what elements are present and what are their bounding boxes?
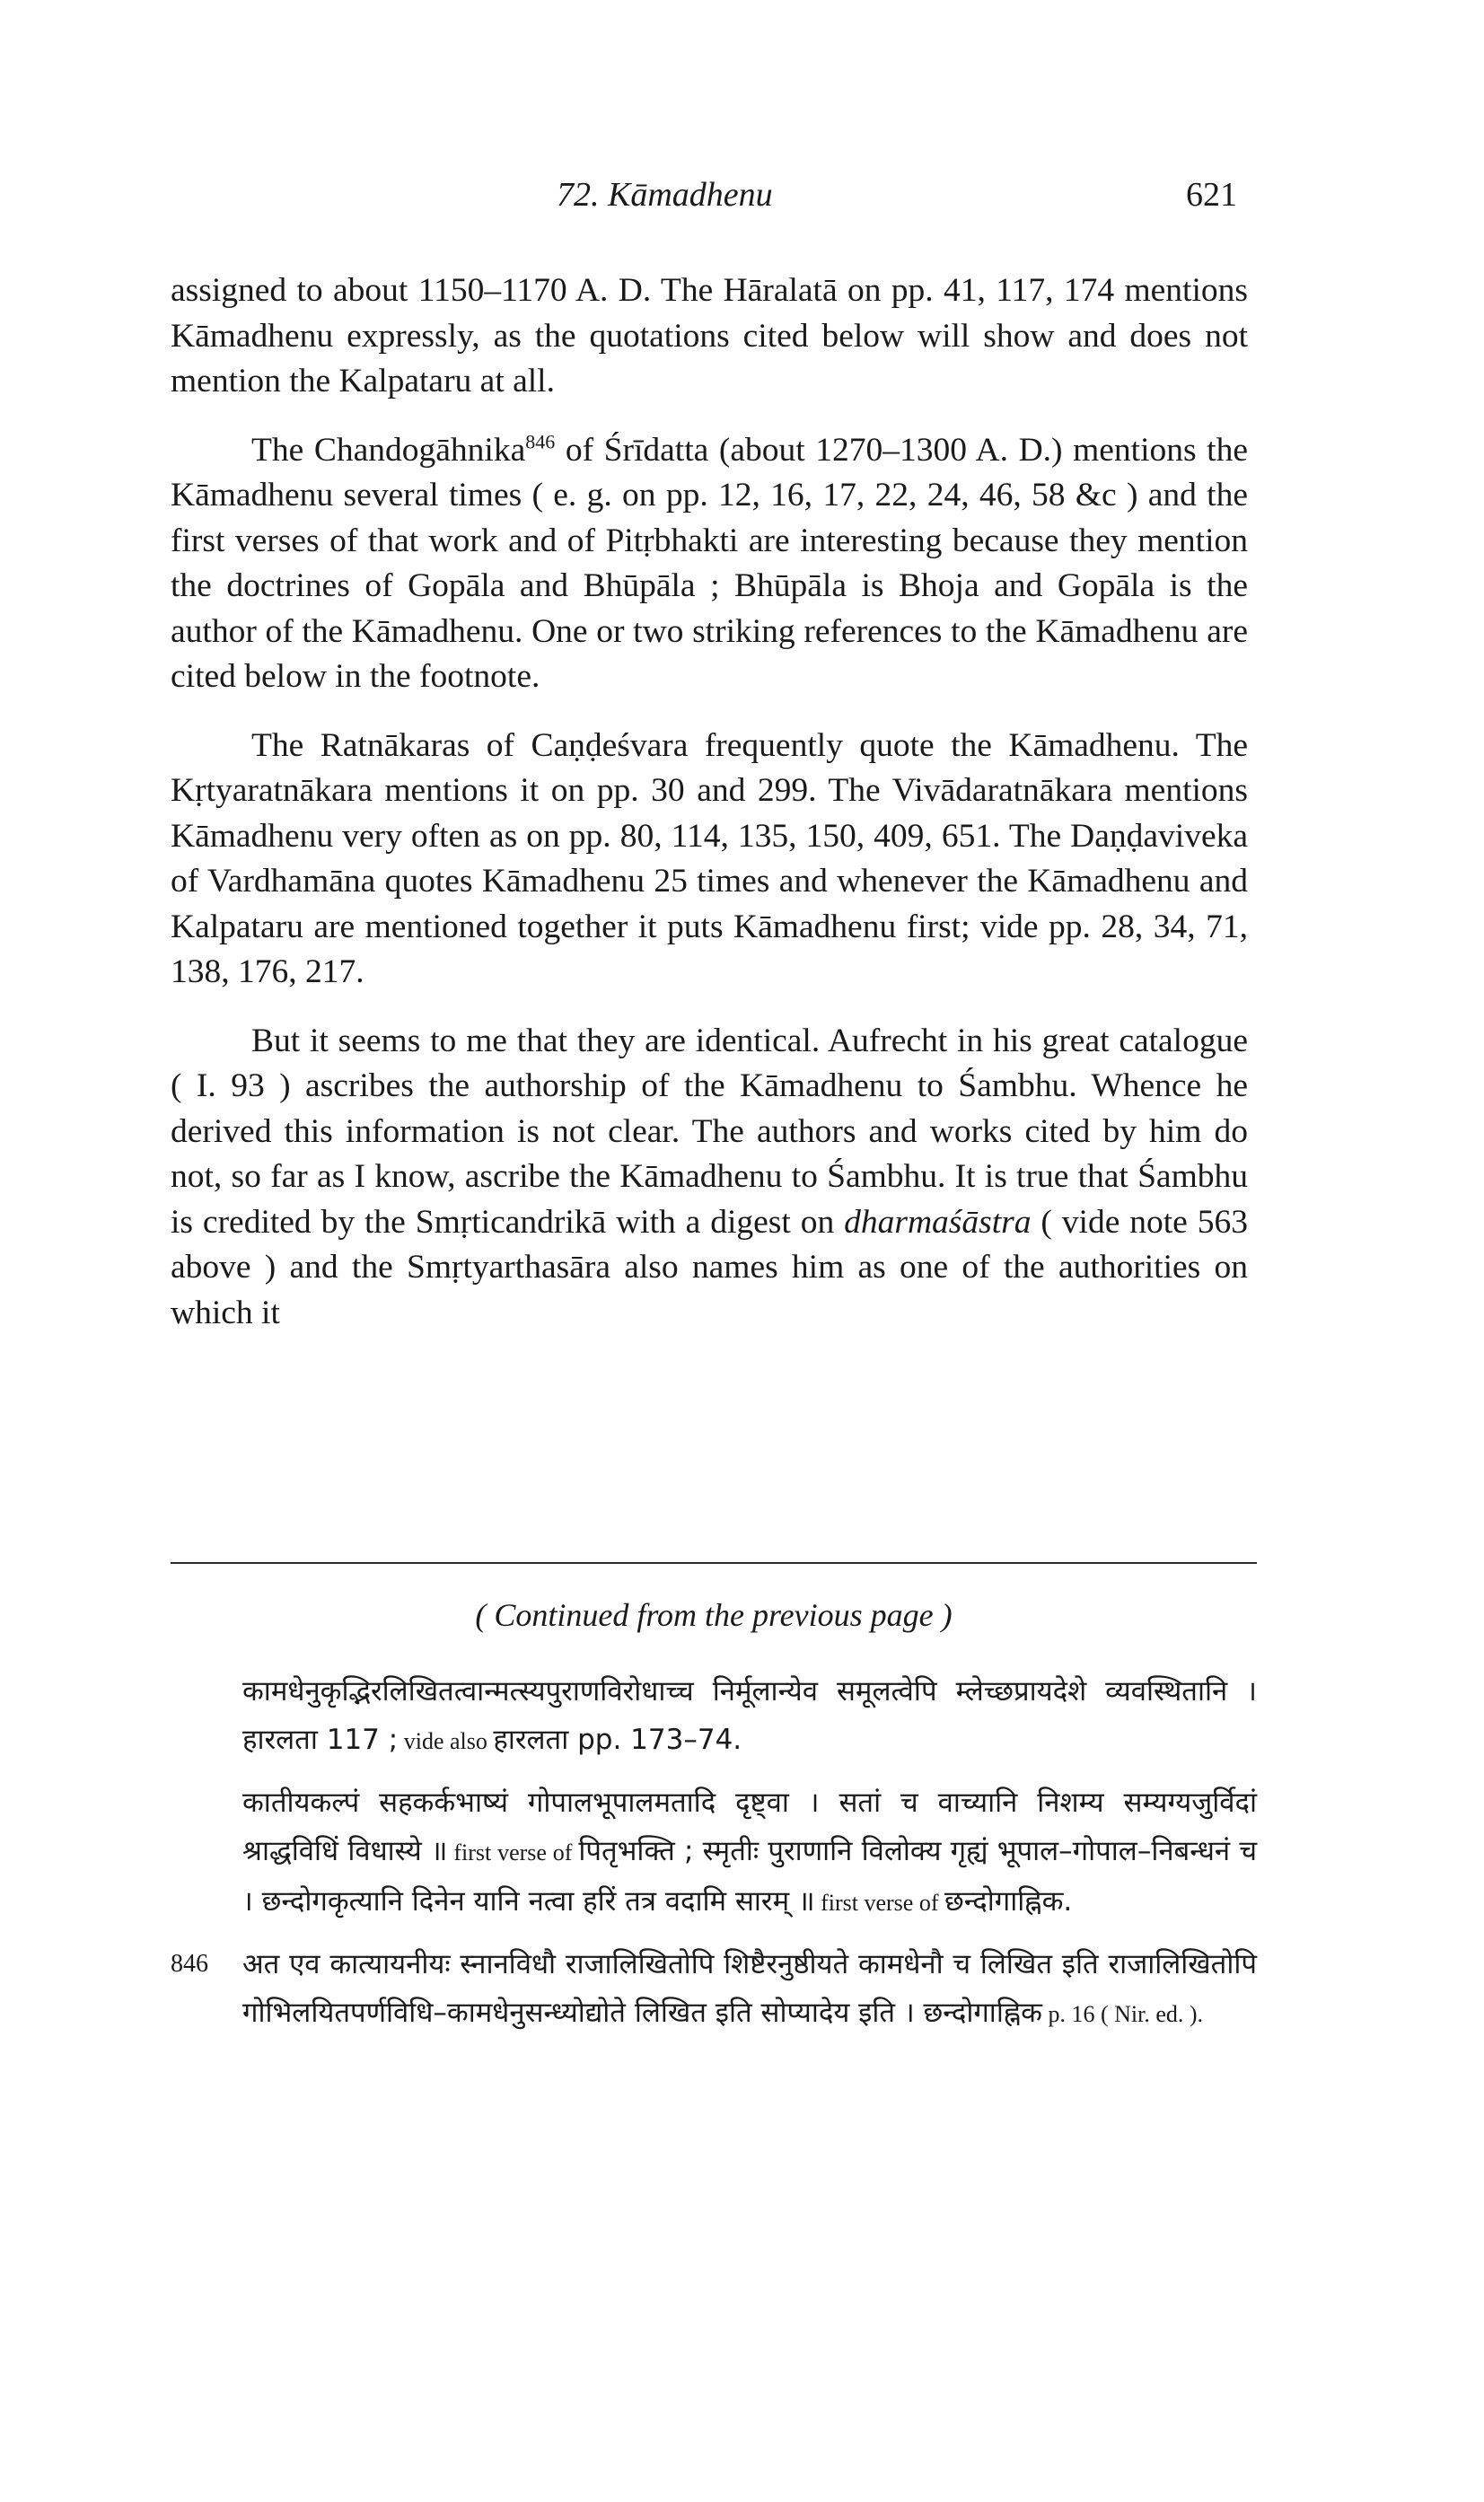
paragraph-4 xyxy=(171,1019,1248,1337)
paragraph-4-rest: ( vide note 563 above ) and the Smṛtyarthasāra also names him as one of the authorities on which it xyxy=(171,1203,1248,1331)
main-text xyxy=(171,268,1248,1336)
page-number: 621 xyxy=(1186,176,1237,214)
continued-label: ( Continued from the previous page ) xyxy=(475,1597,953,1633)
paragraph-1: assigned to about 1150–1170 A. D. The Hāralatā on pp. 41, 117, 174 mentions Kāmadhenu expressly, as the quotations cited below will show and does not mention the Kalpataru at all. xyxy=(171,272,1248,399)
footnote-sanskrit-1: कामधेनुकृद्भिरलिखितत्वान्मत्स्यपुराणविरोधाच्च निर्मूलान्येव समूलत्वेपि म्लेच्छप्रायदेशे व्यवस्थितानि । हारलता 117 ; xyxy=(242,1675,1257,1756)
footnote-sanskrit-2b: स्मृतीः पुराणानि विलोक्य गृह्यं भूपाल–गोपाल–निबन्धनं च । छन्दोगकृत्यानि दिनेन यानि नत्वा हरिं तत्र वदामि सारम् ॥ xyxy=(242,1835,1258,1918)
running-header xyxy=(171,175,1248,229)
footnote-ref-2a: पितृभक्ति ; xyxy=(578,1835,694,1867)
footnote-latin-2b: first verse of xyxy=(814,1890,944,1916)
paragraph-2-start: The Chandogāhnika xyxy=(251,431,526,469)
footnote-846 xyxy=(171,1940,1257,2039)
paragraph-2 xyxy=(171,428,1248,700)
footnote-latin-1: vide also xyxy=(398,1728,494,1754)
running-title: 72. Kāmadhenu xyxy=(557,176,773,214)
footnote-846-ref: p. 16 ( Nir. ed. ). xyxy=(1041,2001,1204,2027)
paragraph-3: The Ratnākaras of Caṇḍeśvara frequently quote the Kāmadhenu. The Kṛtyaratnākara mentions it on pp. 30 and 299. The Vivādaratnākara mentions Kāmadhenu very often as on pp. 80, 114, 135, 150, 409, 651. The Daṇḍaviveka of Vardhamāna quotes Kāmadhenu 25 times and whenever the Kāmadhenu and Kalpataru are mentioned together it puts Kāmadhenu first; vide pp. 28, 34, 71, 138, 176, 217. xyxy=(171,726,1248,990)
footnote-846-text xyxy=(242,1940,1257,2039)
footnote-continued-block-1 xyxy=(171,1667,1257,1766)
footnote-continued-block-2 xyxy=(171,1778,1257,1927)
paragraph-4-italic: dharmaśāstra xyxy=(844,1203,1032,1241)
footnote-ref-1: हारलता pp. 173–74. xyxy=(493,1724,742,1756)
footnote-ref-846: 846 xyxy=(525,430,556,452)
footnote-846-sanskrit: अत एव कात्यायनीयः स्नानविधौ राजालिखितोपि शिष्टैरनुष्ठीयते कामधेनौ च लिखित इति राजालिखितोपि गोभिलयितपर्णविधि–कामधेनुसन्ध्योद्योते लिखित इति सोप्यादेय इति । छन्दोगाह्निक xyxy=(242,1948,1257,2029)
paragraph-4-start: But it seems to me that they are identical. Aufrecht in his great catalogue ( I. 93 ) ascribes the authorship of the Kāmadhenu to Śambhu. Whence he derived this information is not clear. The authors and works cited by him do not, so far as I know, ascribe the Kāmadhenu to Śambhu. It is true that Śambhu is credited by the Smṛticandrikā with a digest on xyxy=(171,1022,1248,1241)
paragraph-2-rest: of Śrīdatta (about 1270–1300 A. D.) mentions the Kāmadhenu several times ( e. g. on pp. 12, 16, 17, 22, 24, 46, 58 &c ) and the first verses of that work and of Pitṛbhakti are interesting because they mention the doctrines of Gopāla and Bhūpāla ; Bhūpāla is Bhoja and Gopāla is the author of the Kāmadhenu. One or two striking references to the Kāmadhenu are cited below in the footnote. xyxy=(171,431,1248,695)
footnote-latin-2a: first verse of xyxy=(447,1839,579,1866)
footnote-divider xyxy=(171,1562,1257,1564)
footnote-number: 846 xyxy=(171,1950,208,1978)
footnotes xyxy=(171,1593,1257,2039)
page xyxy=(171,175,1248,1359)
footnote-ref-2b: छन्दोगाह्निक. xyxy=(944,1885,1073,1918)
footnote-sanskrit-2: कातीयकल्पं सहकर्कभाष्यं गोपालभूपालमतादि दृष्ट्वा । सतां च वाच्यानि निशम्य सम्यग्यजुर्विदां श्राद्धविधिं विधास्ये ॥ xyxy=(242,1787,1257,1867)
